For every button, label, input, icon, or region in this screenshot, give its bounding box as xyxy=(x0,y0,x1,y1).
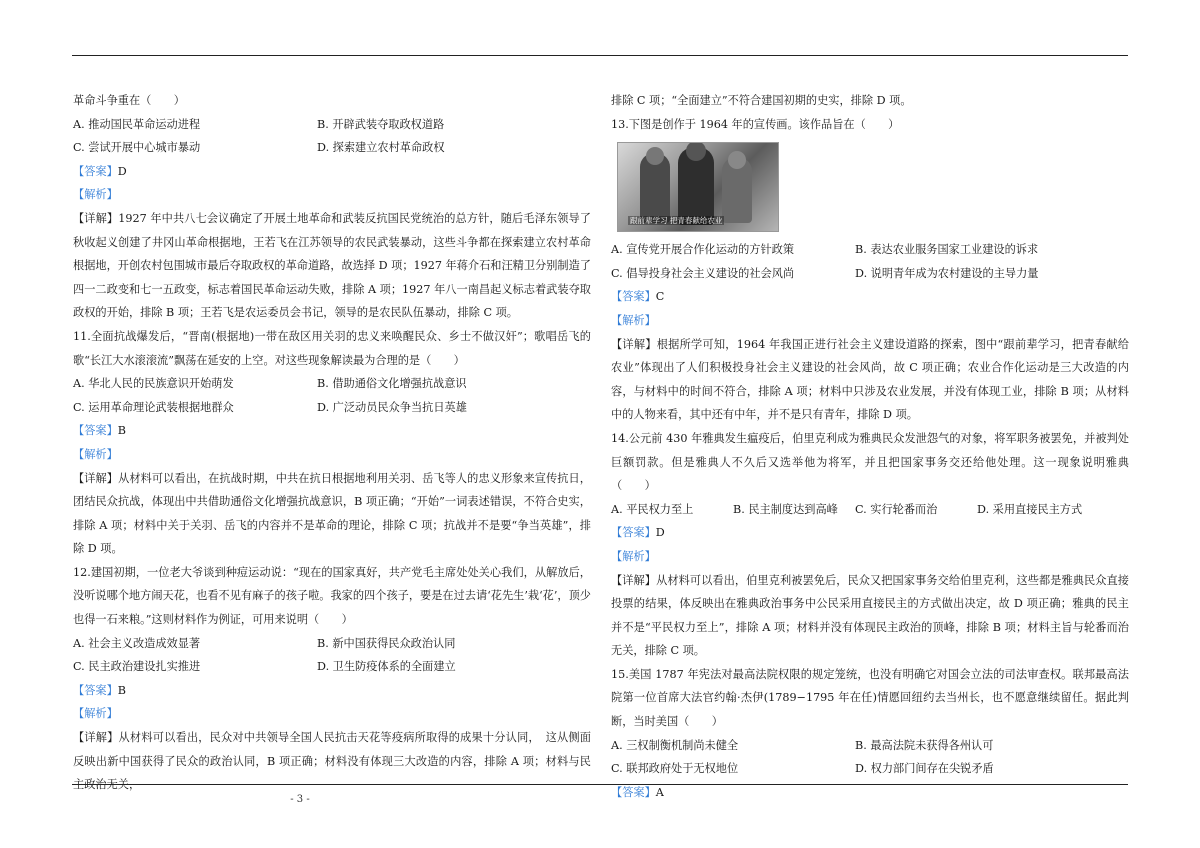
q14-stem: 14.公元前 430 年雅典发生瘟疫后，伯里克利成为雅典民众发泄怨气的对象，将军职务被罢免，并被判处巨额罚款。但是雅典人不久后又选举他为将军，并且把国家事务交还给他处理。这一现象说明雅典（ ） xyxy=(611,431,1129,493)
poster-caption: 跟前辈学习 把青春献给农业 xyxy=(630,216,723,226)
answer-value: A xyxy=(655,785,664,799)
q10-stem-end: 革命斗争重在（ ） xyxy=(73,94,185,107)
q12-detail-end: 排除 C 项；“全面建立”不符合建国初期的史实，排除 D 项。 xyxy=(611,94,912,107)
q14-option-c: C. 实行轮番而治 xyxy=(855,502,938,516)
q13-stem: 13.下图是创作于 1964 年的宣传画。该作品旨在（ ） xyxy=(611,117,900,131)
q13-analysis-tag: 【解析】 xyxy=(611,313,656,327)
answer-tag: 【答案】 xyxy=(73,164,118,178)
q13-options-row-1 xyxy=(611,238,1129,262)
detail-tag: 【详解】 xyxy=(73,731,119,745)
q13-option-a: A. 宣传党开展合作化运动的方针政策 xyxy=(611,243,795,257)
q10-detail xyxy=(73,207,591,325)
q11-options-row-1 xyxy=(73,372,591,396)
answer-tag: 【答案】 xyxy=(73,683,118,697)
q13-options-row-2 xyxy=(611,262,1129,286)
q11-detail xyxy=(73,467,591,561)
detail-tag: 【详解】 xyxy=(73,471,119,485)
q14-option-b: B. 民主制度达到高峰 xyxy=(733,502,838,516)
q12-option-b: B. 新中国获得民众政治认同 xyxy=(317,636,456,650)
q11-option-c: C. 运用革命理论武装根据地群众 xyxy=(73,400,234,414)
answer-value: D xyxy=(117,164,127,178)
detail-tag: 【详解】 xyxy=(611,337,657,351)
q10-option-a: A. 推动国民革命运动进程 xyxy=(73,117,201,131)
q10-analysis-tag: 【解析】 xyxy=(73,188,118,202)
propaganda-poster-image xyxy=(617,142,779,232)
q13-answer xyxy=(611,285,1129,309)
header-rule xyxy=(72,55,1128,56)
q11-option-d: D. 广泛动员民众争当抗日英雄 xyxy=(317,400,467,414)
detail-tag: 【详解】 xyxy=(73,211,119,225)
answer-tag: 【答案】 xyxy=(73,424,118,438)
q15-stem: 15.美国 1787 年宪法对最高法院权限的规定笼统，也没有明确它对国会立法的司法审查权。联邦最高法院第一位首席大法官约翰·杰伊(1789−1795 年在任)情愿回纽约去当州长，也不愿意继续留任。据此判断，当时美国（ ） xyxy=(611,667,1129,729)
q12-option-c: C. 民主政治建设扎实推进 xyxy=(73,660,201,674)
q10-option-d: D. 探索建立农村革命政权 xyxy=(317,141,445,155)
q11-stem: 11.全面抗战爆发后，“晋南(根据地)一带在敌区用关羽的忠义来唤醒民众、乡士不做汉奸”；歌唱岳飞的歌“长江大水滚滚流”飘荡在延安的上空。对这些现象解读最为合理的是（ ） xyxy=(73,329,591,367)
q13-option-d: D. 说明青年成为农村建设的主导力量 xyxy=(855,266,1039,280)
q11-option-b: B. 借助通俗文化增强抗战意识 xyxy=(317,377,467,391)
answer-value: C xyxy=(655,290,665,304)
q11-options-row-2 xyxy=(73,396,591,420)
q11-answer xyxy=(73,419,591,443)
q14-option-d: D. 采用直接民主方式 xyxy=(977,502,1083,516)
q14-answer xyxy=(611,521,1129,545)
detail-text: 从材料可以看出，伯里克利被罢免后，民众又把国家事务交给伯里克利，这些都是雅典民众直接投票的结果，体反映出在雅典政治事务中公民采用直接民主的方式做出决定，故 D 项正确；雅典的民主并不是“平民权力至上”，排除 A 项；材料并没有体现民主政治的顶峰，排除 B 项；材料主旨与轮番而治无关，排除 C 项。 xyxy=(611,573,1129,658)
detail-text: 从材料可以看出，在抗战时期，中共在抗日根据地利用关羽、岳飞等人的忠义形象来宣传抗日，团结民众抗战，体现出中共借助通俗文化增强抗战意识，B 项正确；“开始”一词表述错误，不符合史实，排除 A 项；材料中关于关羽、岳飞的内容并不是革命的理论，排除 C 项；抗战并不是要“争当英雄”，排除 D 项。 xyxy=(73,471,591,556)
q14-option-a: A. 平民权力至上 xyxy=(611,502,694,516)
answer-value: B xyxy=(117,683,126,697)
footer-rule xyxy=(72,784,1128,785)
detail-text: 从材料可以看出，民众对中共领导全国人民抗击天花等疫病所取得的成果十分认同， 这从侧面反映出新中国获得了民众的政治认同，B 项正确；材料没有体现三大改造的内容，排除 A 项；材料与民主政治无关， xyxy=(73,731,591,792)
q10-option-b: B. 开辟武装夺取政权道路 xyxy=(317,117,445,131)
q12-detail xyxy=(73,726,591,797)
q12-option-d: D. 卫生防疫体系的全面建立 xyxy=(317,660,456,674)
q12-options-row-2 xyxy=(73,655,591,679)
left-column xyxy=(73,89,591,797)
q12-options-row-1 xyxy=(73,632,591,656)
q11-option-a: A. 华北人民的民族意识开始萌发 xyxy=(73,377,234,391)
q14-detail xyxy=(611,569,1129,663)
q15-option-c: C. 联邦政府处于无权地位 xyxy=(611,762,739,776)
answer-value: B xyxy=(117,424,126,438)
q15-option-b: B. 最高法院未获得各州认可 xyxy=(855,738,994,752)
answer-tag: 【答案】 xyxy=(611,290,656,304)
q15-options-row-2 xyxy=(611,757,1129,781)
detail-text: 1927 年中共八七会议确定了开展土地革命和武装反抗国民党统治的总方针，随后毛泽东领导了秋收起义创建了井冈山革命根据地，王若飞在江苏领导的农民武装暴动，这些斗争都在探索建立农村革命根据地，开创农村包围城市最后夺取政权的革命道路，故选择 D 项；1927 年蒋介石和汪精卫分别制造了四一二政变和七一五政变，标志着国民革命运动失败，排除 A 项；1927 年八一南昌起义标志着武装夺取政权的开始，排除 B 项；王若飞是农运委员会书记，领导的是农民队伍暴动，排除 C 项。 xyxy=(73,211,591,320)
q13-option-b: B. 表达农业服务国家工业建设的诉求 xyxy=(855,243,1039,257)
right-column xyxy=(611,89,1129,804)
q15-option-a: A. 三权制衡机制尚未健全 xyxy=(611,738,739,752)
q14-analysis-tag: 【解析】 xyxy=(611,549,656,563)
q11-analysis-tag: 【解析】 xyxy=(73,447,118,461)
answer-tag: 【答案】 xyxy=(611,785,656,799)
q10-answer xyxy=(73,160,591,184)
answer-value: D xyxy=(655,526,665,540)
detail-text: 根据所学可知，1964 年我国正进行社会主义建设道路的探索，图中“跟前辈学习，把青春献给农业”体现出了人们积极投身社会主义建设的社会风尚，故 C 项正确；农业合作化运动是三大改造的内容，与材料中的时间不符合，排除 A 项；材料中只涉及农业发展，并没有体现工业，排除 B 项；从材料中的人物来看，其中还有中年，并不是只有青年，排除 D 项。 xyxy=(611,337,1129,422)
q13-detail xyxy=(611,333,1129,427)
q13-option-c: C. 倡导投身社会主义建设的社会风尚 xyxy=(611,266,795,280)
detail-tag: 【详解】 xyxy=(611,573,657,587)
answer-tag: 【答案】 xyxy=(611,526,656,540)
q12-option-a: A. 社会主义改造成效显著 xyxy=(73,636,201,650)
q14-options-row xyxy=(611,498,1129,522)
q15-option-d: D. 权力部门间存在尖锐矛盾 xyxy=(855,762,994,776)
q15-options-row-1 xyxy=(611,734,1129,758)
page-number: - 3 - xyxy=(290,794,310,805)
q12-stem: 12.建国初期，一位老大爷谈到种痘运动说：“现在的国家真好，共产党毛主席处处关心我们，从解放后，没听说哪个地方闹天花，也看不见有麻子的孩子啦。我家的四个孩子，要是在过去请‘花先生’栽‘花’，顶少也得一石来粮。”这则材料作为例证，可用来说明（ ） xyxy=(73,565,591,627)
q10-options-row-2 xyxy=(73,136,591,160)
q12-analysis-tag: 【解析】 xyxy=(73,707,118,721)
q10-option-c: C. 尝试开展中心城市暴动 xyxy=(73,141,201,155)
q10-options-row-1 xyxy=(73,113,591,137)
q12-answer xyxy=(73,679,591,703)
